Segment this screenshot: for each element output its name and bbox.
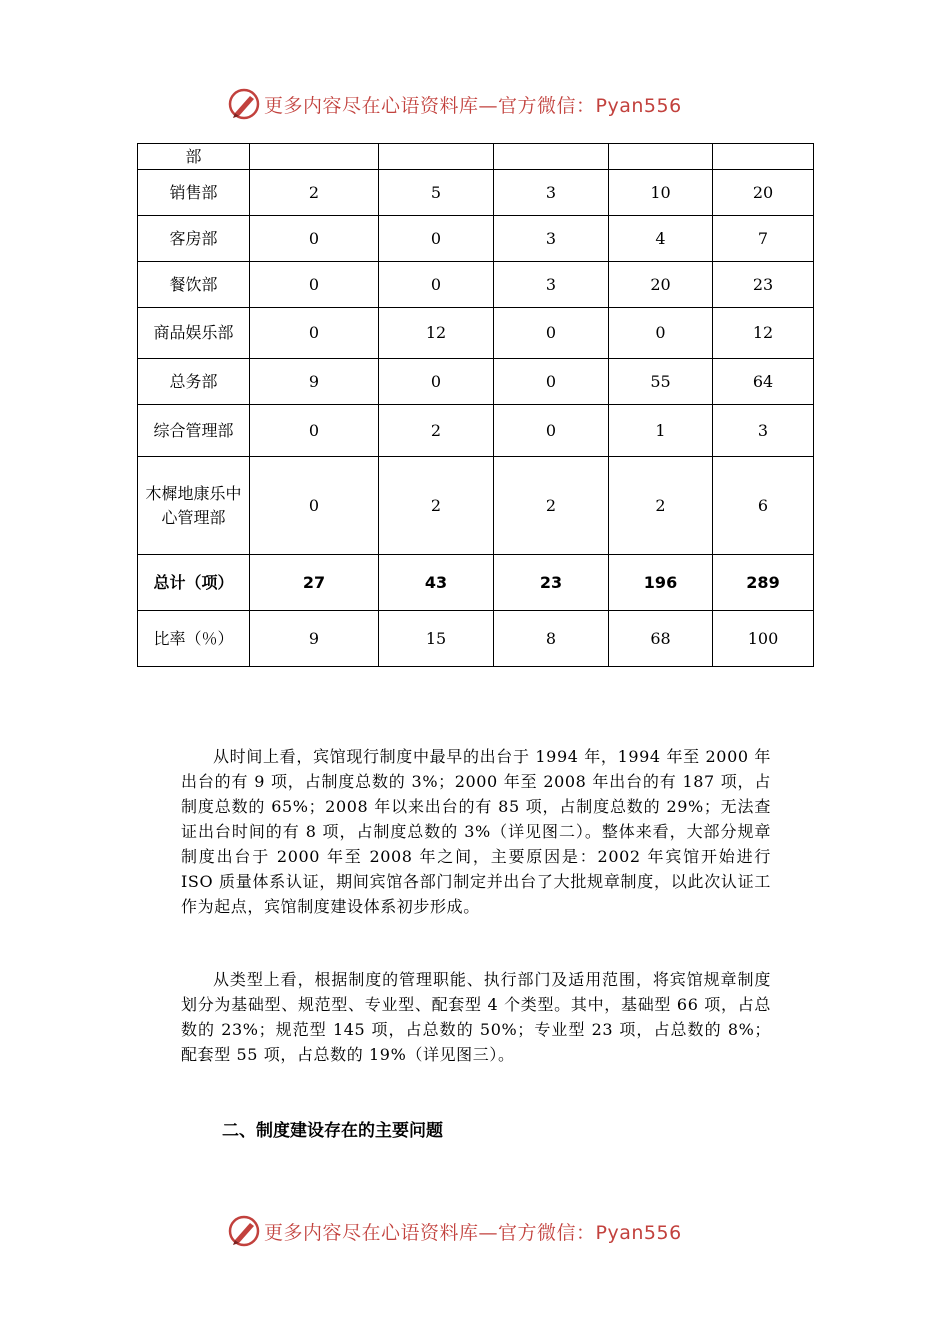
value-cell: 0: [379, 359, 494, 405]
table-row: [138, 144, 814, 170]
paragraph-type-analysis: 从类型上看，根据制度的管理职能、执行部门及适用范围，将宾馆规章制度划分为基础型、规范型、专业型、配套型 4 个类型。其中，基础型 66 项，占总数的 23%；规范型 145 项，占总数的 50%；专业型 23 项，占总数的 8%；配套型 55 项，占总数的 19%（详见图三）。: [181, 970, 771, 1064]
dept-cell: 比率（％）: [138, 611, 250, 667]
dept-cell: 部: [138, 144, 250, 170]
dept-cell: 商品娱乐部: [138, 308, 250, 359]
table-row: [138, 359, 814, 405]
value-cell: 55: [609, 359, 713, 405]
value-cell: 2: [494, 457, 609, 555]
value-cell: 0: [250, 308, 379, 359]
value-cell: 2: [250, 170, 379, 216]
dept-cell: 餐饮部: [138, 262, 250, 308]
value-cell: 3: [494, 216, 609, 262]
watermark-footer: [226, 1211, 682, 1251]
value-cell: 12: [379, 308, 494, 359]
dept-cell: 销售部: [138, 170, 250, 216]
value-cell: 8: [494, 611, 609, 667]
value-cell: 0: [494, 308, 609, 359]
watermark-text: 更多内容尽在心语资料库—官方微信：Pyan556: [264, 1221, 682, 1244]
value-cell: [379, 144, 494, 170]
pen-logo-icon: [226, 86, 262, 122]
value-cell: 4: [609, 216, 713, 262]
value-cell: 3: [494, 262, 609, 308]
value-cell: 7: [713, 216, 814, 262]
value-cell: 100: [713, 611, 814, 667]
value-cell: 23: [713, 262, 814, 308]
value-cell: 3: [713, 405, 814, 457]
dept-cell: 客房部: [138, 216, 250, 262]
value-cell: [713, 144, 814, 170]
value-cell: 20: [609, 262, 713, 308]
value-cell: 15: [379, 611, 494, 667]
value-cell: 64: [713, 359, 814, 405]
dept-cell: 总计（项）: [138, 555, 250, 611]
watermark-text: 更多内容尽在心语资料库—官方微信：Pyan556: [264, 94, 682, 117]
paragraph-time-analysis: 从时间上看，宾馆现行制度中最早的出台于 1994 年，1994 年至 2000 年出台的有 9 项，占制度总数的 3%；2000 年至 2008 年出台的有 187 项，占制度总数的 65%；2008 年以来出台的有 85 项，占制度总数的 29%；无法查证出台时间的有 8 项，占制度总数的 3%（详见图二）。整体来看，大部分规章制度出台于 2000 年至 2008 年之间，主要原因是：2002 年宾馆开始进行 ISO 质量体系认证，期间宾馆各部门制定并出台了大批规章制度，以此次认证工作为起点，宾馆制度建设体系初步形成。: [181, 747, 771, 916]
dept-cell: 总务部: [138, 359, 250, 405]
value-cell: 0: [250, 216, 379, 262]
value-cell: [494, 144, 609, 170]
table-row: [138, 457, 814, 555]
value-cell: 68: [609, 611, 713, 667]
value-cell: 289: [713, 555, 814, 611]
value-cell: 2: [379, 457, 494, 555]
dept-cell: 木樨地康乐中心管理部: [138, 457, 250, 555]
table-row: [138, 308, 814, 359]
value-cell: 2: [609, 457, 713, 555]
value-cell: 27: [250, 555, 379, 611]
value-cell: 0: [379, 262, 494, 308]
value-cell: 196: [609, 555, 713, 611]
value-cell: 12: [713, 308, 814, 359]
value-cell: 0: [250, 457, 379, 555]
value-cell: 3: [494, 170, 609, 216]
value-cell: 9: [250, 611, 379, 667]
value-cell: 0: [250, 405, 379, 457]
value-cell: [609, 144, 713, 170]
value-cell: 23: [494, 555, 609, 611]
value-cell: 0: [494, 405, 609, 457]
value-cell: 2: [379, 405, 494, 457]
pen-logo-icon: [226, 1213, 262, 1249]
table-row-total: [138, 555, 814, 611]
table-row: [138, 405, 814, 457]
value-cell: [250, 144, 379, 170]
value-cell: 43: [379, 555, 494, 611]
value-cell: 1: [609, 405, 713, 457]
value-cell: 20: [713, 170, 814, 216]
section-heading: 二、制度建设存在的主要问题: [222, 1121, 443, 1141]
table-row: [138, 262, 814, 308]
value-cell: 0: [379, 216, 494, 262]
department-stats-table: [137, 143, 814, 667]
watermark-header: [226, 84, 682, 124]
value-cell: 0: [250, 262, 379, 308]
value-cell: 0: [609, 308, 713, 359]
table-row: [138, 216, 814, 262]
value-cell: 0: [494, 359, 609, 405]
dept-cell: 综合管理部: [138, 405, 250, 457]
table-row-ratio: [138, 611, 814, 667]
value-cell: 6: [713, 457, 814, 555]
table-row: [138, 170, 814, 216]
value-cell: 10: [609, 170, 713, 216]
value-cell: 9: [250, 359, 379, 405]
value-cell: 5: [379, 170, 494, 216]
